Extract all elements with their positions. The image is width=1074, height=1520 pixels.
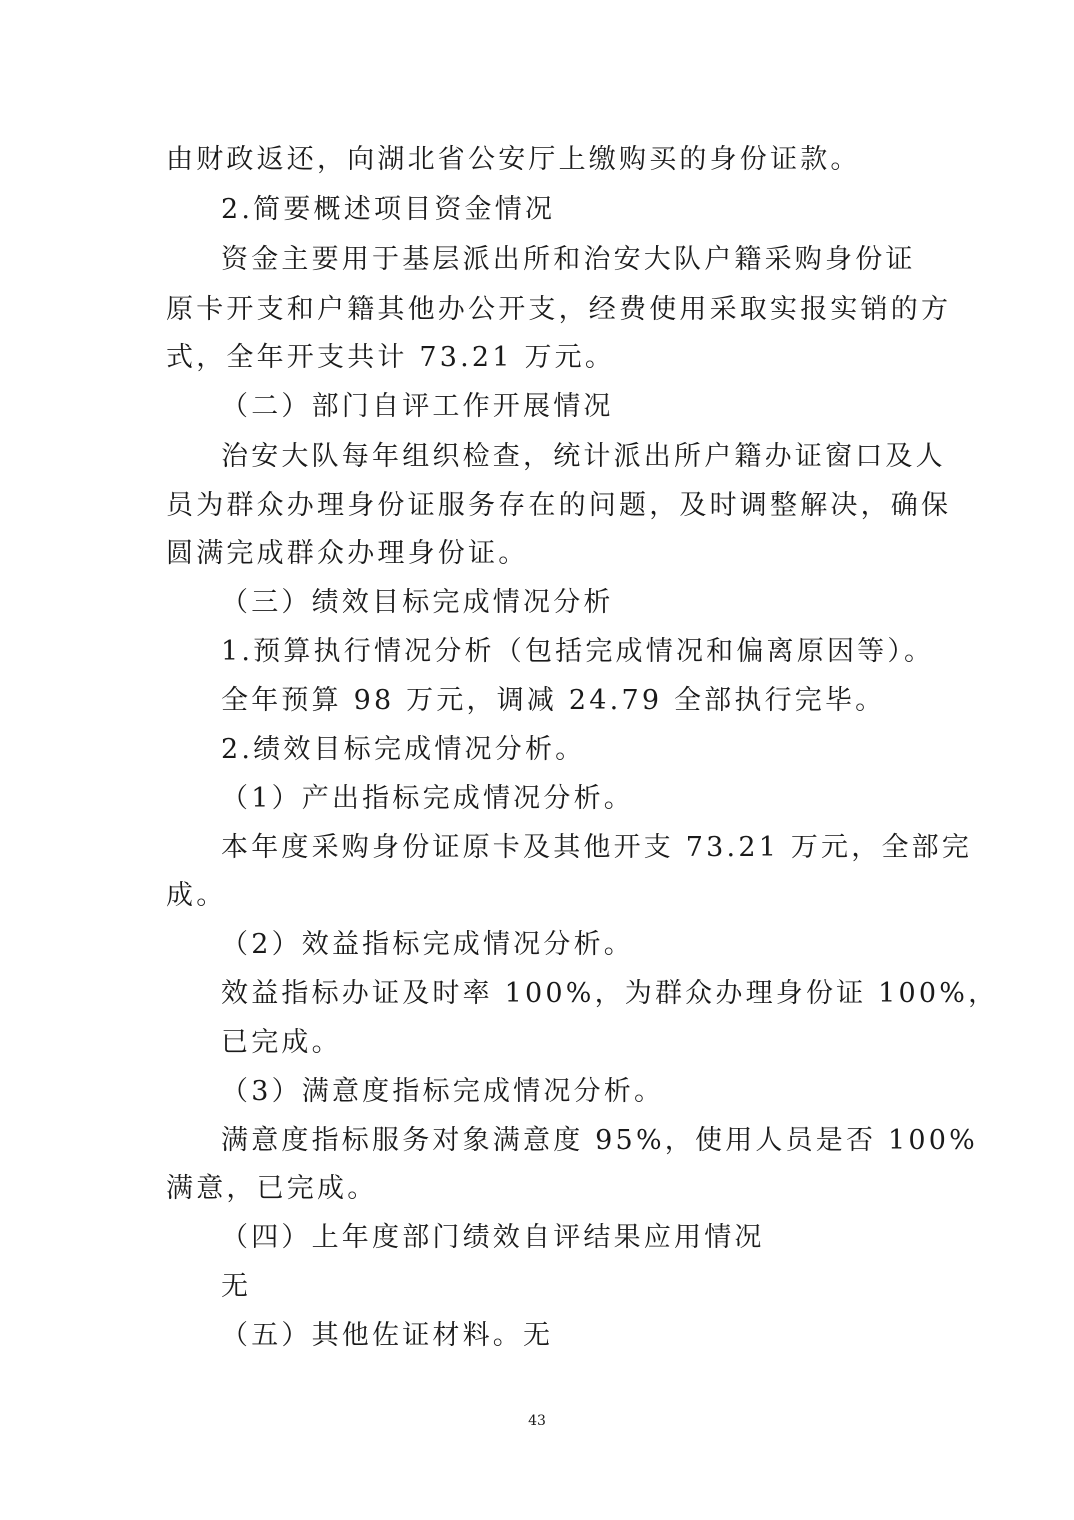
subheading: （2）效益指标完成情况分析。: [221, 929, 634, 960]
subheading: 2.绩效目标完成情况分析。: [221, 734, 586, 765]
paragraph-line: 式，全年开支共计 73.21 万元。: [166, 342, 616, 373]
subheading: （1）产出指标完成情况分析。: [221, 783, 634, 814]
section-heading: （四）上年度部门绩效自评结果应用情况: [221, 1222, 765, 1253]
paragraph-line: 已完成。: [221, 1027, 342, 1058]
subheading: （3）满意度指标完成情况分析。: [221, 1076, 665, 1107]
section-heading: （五）其他佐证材料。无: [221, 1320, 554, 1351]
paragraph-line: 成。: [166, 880, 227, 911]
section-heading: （二）部门自评工作开展情况: [221, 391, 614, 422]
paragraph-line: 原卡开支和户籍其他办公开支，经费使用采取实报实销的方: [166, 294, 952, 325]
paragraph-line: 满意，已完成。: [166, 1173, 378, 1204]
subheading: 1.预算执行情况分析（包括完成情况和偏离原因等）。: [221, 636, 935, 667]
paragraph-line: 满意度指标服务对象满意度 95%，使用人员是否 100%: [221, 1125, 978, 1156]
paragraph-line: 治安大队每年组织检查，统计派出所户籍办证窗口及人: [221, 441, 946, 472]
page-number: 43: [528, 1413, 546, 1429]
paragraph-line: 本年度采购身份证原卡及其他开支 73.21 万元，全部完: [221, 832, 973, 863]
paragraph-line: 员为群众办理身份证服务存在的问题，及时调整解决，确保: [166, 490, 952, 521]
paragraph-line: 资金主要用于基层派出所和治安大队户籍采购身份证: [221, 244, 916, 275]
paragraph-line: 无: [221, 1271, 252, 1302]
paragraph-line: 全年预算 98 万元，调减 24.79 全部执行完毕。: [221, 685, 886, 716]
subheading: 2.简要概述项目资金情况: [221, 194, 556, 225]
paragraph-line: 效益指标办证及时率 100%，为群众办理身份证 100%，: [221, 978, 999, 1009]
section-heading: （三）绩效目标完成情况分析: [221, 587, 614, 618]
paragraph-line: 由财政返还，向湖北省公安厅上缴购买的身份证款。: [166, 144, 861, 175]
paragraph-line: 圆满完成群众办理身份证。: [166, 538, 529, 569]
